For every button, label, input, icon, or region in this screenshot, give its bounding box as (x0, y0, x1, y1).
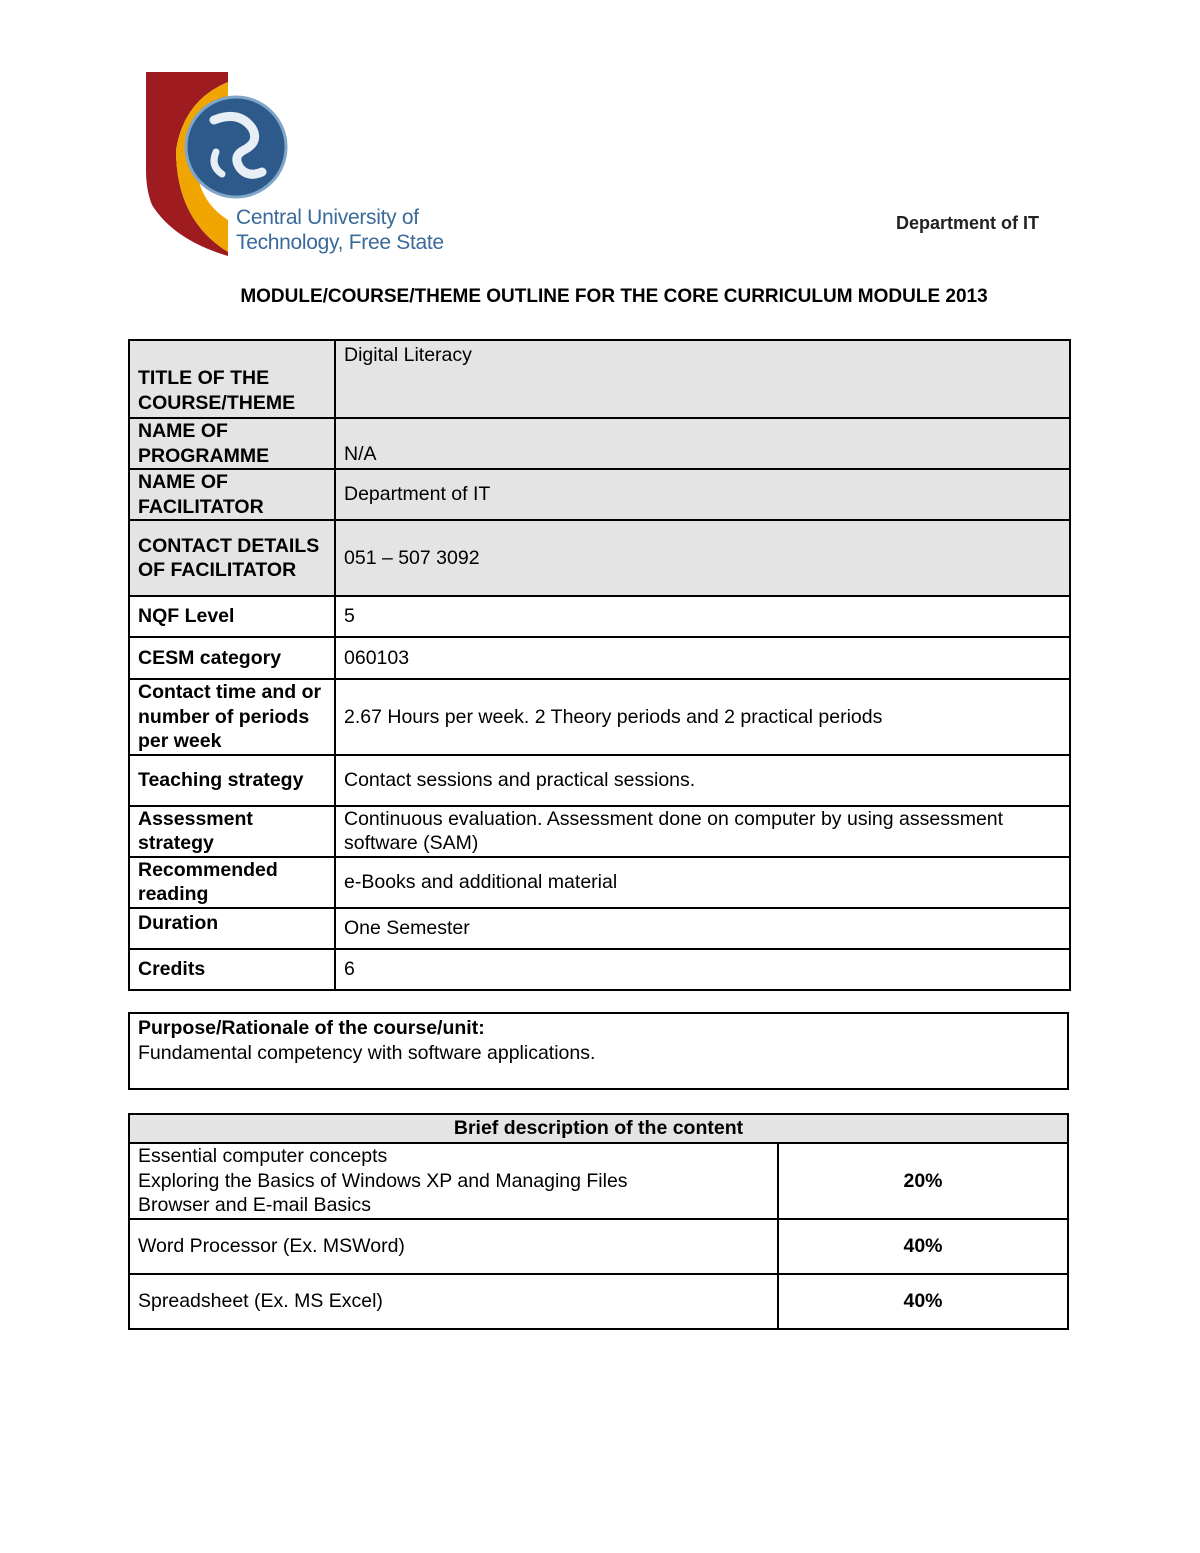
contact-time-value: 2.67 Hours per week. 2 Theory periods and 2 practical periods (335, 679, 1070, 755)
cesm-value: 060103 (335, 637, 1070, 679)
programme-value: N/A (335, 418, 1070, 469)
department-label: Department of IT (896, 213, 1040, 233)
table-row (129, 857, 1070, 908)
nqf-label: NQF Level (129, 596, 335, 637)
logo-text-line2: Technology, Free State (236, 231, 444, 254)
facilitator-value: Department of IT (335, 469, 1070, 520)
contact-label: CONTACT DETAILS OF FACILITATOR (129, 520, 335, 596)
table-row (129, 1219, 1068, 1274)
logo-text-line1: Central University of (236, 206, 419, 229)
contact-value: 051 – 507 3092 (335, 520, 1070, 596)
content-line: Word Processor (Ex. MSWord) (138, 1234, 405, 1257)
content-line: Essential computer concepts (138, 1145, 388, 1167)
table-row (129, 1274, 1068, 1329)
table-row (129, 679, 1070, 755)
contact-time-label: Contact time and or number of periods per week (129, 679, 335, 755)
content-line: Exploring the Basics of Windows XP and Managing Files (138, 1169, 628, 1192)
facilitator-label: NAME OF FACILITATOR (129, 469, 335, 520)
nqf-value: 5 (335, 596, 1070, 637)
purpose-heading: Purpose/Rationale of the course/unit: (138, 1017, 485, 1039)
table-row (129, 637, 1070, 679)
table-row (129, 596, 1070, 637)
table-row (129, 418, 1070, 469)
table-row (129, 1013, 1068, 1089)
purpose-cell (129, 1013, 1068, 1089)
content-line: Spreadsheet (Ex. MS Excel) (138, 1289, 383, 1312)
content-table (128, 1113, 1069, 1330)
content-percent: 40% (778, 1219, 1068, 1274)
assessment-value: Continuous evaluation. Assessment done on computer by using assessment software (SAM) (335, 806, 1070, 857)
purpose-text: Fundamental competency with software applications. (138, 1041, 596, 1064)
duration-label: Duration (129, 908, 335, 949)
table-row (129, 908, 1070, 949)
duration-value: One Semester (335, 908, 1070, 949)
table-row (129, 949, 1070, 990)
teaching-value: Contact sessions and practical sessions. (335, 755, 1070, 806)
title-label: TITLE OF THE COURSE/THEME (129, 340, 335, 418)
content-percent: 40% (778, 1274, 1068, 1329)
content-line: Browser and E-mail Basics (138, 1194, 371, 1216)
reading-value: e-Books and additional material (335, 857, 1070, 908)
credits-value: 6 (335, 949, 1070, 990)
table-row (129, 806, 1070, 857)
logo-wordmark (236, 205, 444, 255)
reading-label: Recommended reading (129, 857, 335, 908)
content-description (129, 1219, 778, 1274)
table-row (129, 340, 1070, 418)
table-row (129, 755, 1070, 806)
teaching-label: Teaching strategy (129, 755, 335, 806)
credits-label: Credits (129, 949, 335, 990)
assessment-label: Assessment strategy (129, 806, 335, 857)
table-row (129, 1143, 1068, 1219)
table-row (129, 469, 1070, 520)
content-percent: 20% (778, 1143, 1068, 1219)
content-heading: Brief description of the content (129, 1114, 1068, 1143)
cesm-label: CESM category (129, 637, 335, 679)
table-row (129, 520, 1070, 596)
content-description (129, 1274, 778, 1329)
content-description (129, 1143, 778, 1219)
table-row (129, 1114, 1068, 1143)
purpose-box (128, 1012, 1069, 1090)
course-info-table (128, 339, 1071, 991)
programme-label: NAME OF PROGRAMME (129, 418, 335, 469)
document-title: MODULE/COURSE/THEME OUTLINE FOR THE CORE CURRICULUM MODULE 2013 (240, 286, 988, 307)
title-value: Digital Literacy (335, 340, 1070, 418)
